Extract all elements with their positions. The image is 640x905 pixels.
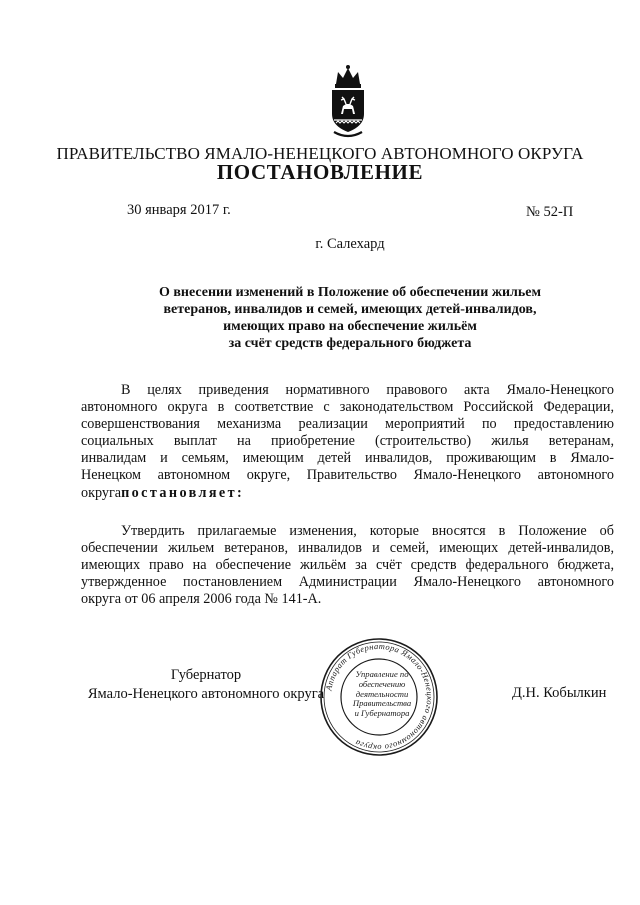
document-type: ПОСТАНОВЛЕНИЕ <box>216 160 424 184</box>
coat-of-arms-emblem <box>324 62 372 140</box>
paragraph-line: округа от 06 апреля 2006 года № 141-А. <box>81 591 322 608</box>
paragraph-line: обеспечении жильем ветеранов, инвалидов и семей, имеющих детей-инвалидов, <box>81 540 614 557</box>
document-date: 30 января 2017 г. <box>127 202 231 218</box>
resolution-paragraph <box>81 523 614 608</box>
stamp-ring-text: Аппарат Губернатора Ямало-Ненецкого автономного округа <box>324 641 435 753</box>
resolves-word: постановляет: <box>121 484 245 501</box>
document-city: г. Салехард <box>315 236 385 252</box>
paragraph-line: утвержденное постановлением Администрации Ямало-Ненецкого автономного <box>81 574 614 591</box>
document-heading <box>110 284 590 352</box>
signatory-position-line: Ямало-Ненецкого автономного округа <box>87 686 325 702</box>
paragraph-last-prefix: округа <box>81 484 122 501</box>
stamp-line: Управление по <box>355 669 409 679</box>
paragraph-line: В целях приведения нормативного правового акта Ямало-Ненецкого <box>121 382 614 398</box>
paragraph-line: инвалидам и семьям, имеющим детей инвалидов, проживающим в Ямало- <box>81 450 614 467</box>
document-number: № 52-П <box>526 204 574 220</box>
stamp-line: Правительства <box>352 698 412 709</box>
heading-line: имеющих право на обеспечение жильём <box>223 319 477 334</box>
signatory-name: Д.Н. Кобылкин <box>512 685 607 701</box>
paragraph-line: Ненецком автономном округе, Правительство Ямало-Ненецкого автономного <box>81 467 614 484</box>
paragraph-line: автономного округа в соответствие с законодательством Российской Федерации, <box>81 399 614 416</box>
paragraph-line: социальных выплат на приобретение (строительство) жилья ветеранам, <box>81 433 614 450</box>
preamble-paragraph <box>81 382 614 502</box>
signatory-position <box>82 666 330 704</box>
stamp-line: обеспечению <box>358 678 406 689</box>
paragraph-line: Утвердить прилагаемые изменения, которые вносятся в Положение об <box>121 523 614 539</box>
stamp-line: и Губернатора <box>354 708 410 719</box>
heading-line: О внесении изменений в Положение об обеспечении жильем <box>158 285 542 300</box>
paragraph-line: имеющих право на обеспечение жильём за счёт средств федерального бюджета, <box>81 557 614 574</box>
signatory-position-line: Губернатор <box>170 667 242 683</box>
paragraph-line: совершенствования механизма реализации мероприятий по предоставлению <box>81 416 614 433</box>
government-title: ПРАВИТЕЛЬСТВО ЯМАЛО-НЕНЕЦКОГО АВТОНОМНОГО ОКРУГА <box>56 144 584 163</box>
heading-line: за счёт средств федерального бюджета <box>228 336 472 351</box>
stamp-line: деятельности <box>355 688 409 699</box>
stamp-center-text <box>352 670 412 719</box>
paragraph-line <box>81 485 614 502</box>
heading-line: ветеранов, инвалидов и семей, имеющих детей-инвалидов, <box>163 302 537 317</box>
